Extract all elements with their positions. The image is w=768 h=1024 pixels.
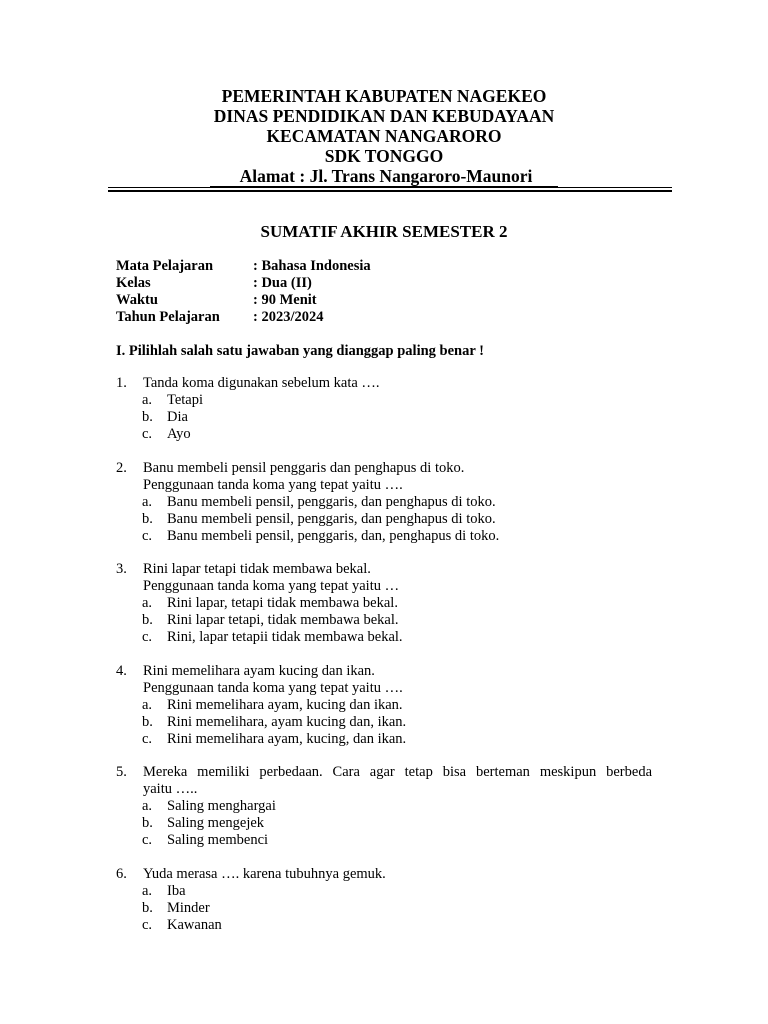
option-letter: c. xyxy=(142,629,153,645)
answer-option xyxy=(116,917,652,934)
question-text: Rini memelihara ayam kucing dan ikan. xyxy=(143,662,375,679)
district-name: KECAMATAN NANGARORO xyxy=(266,126,502,146)
exam-info xyxy=(116,258,371,326)
option-text: Dia xyxy=(167,409,188,425)
question-4 xyxy=(116,663,652,748)
answer-option xyxy=(116,883,652,900)
question-1 xyxy=(116,375,652,443)
info-row-time xyxy=(116,292,371,309)
info-value: : 2023/2024 xyxy=(253,309,324,325)
option-letter: a. xyxy=(142,798,153,814)
answer-option xyxy=(116,392,652,409)
info-row-class xyxy=(116,275,371,292)
question-list xyxy=(116,375,652,950)
exam-title: SUMATIF AKHIR SEMESTER 2 xyxy=(260,222,508,241)
letterhead-divider-thick xyxy=(108,190,672,192)
option-text: Rini memelihara, ayam kucing dan, ikan. xyxy=(167,713,407,730)
option-letter: b. xyxy=(142,713,153,730)
option-letter: b. xyxy=(142,815,153,831)
option-letter: c. xyxy=(142,916,153,933)
option-text: Rini lapar, tetapi tidak membawa bekal. xyxy=(167,595,398,611)
option-letter: a. xyxy=(142,882,153,899)
question-3 xyxy=(116,561,652,646)
answer-option xyxy=(116,697,652,714)
option-text: Ayo xyxy=(167,426,191,442)
option-text: Tetapi xyxy=(167,392,204,408)
info-value: : 90 Menit xyxy=(253,292,317,308)
question-number: 6. xyxy=(116,865,127,882)
question-prompt: Penggunaan tanda koma yang tepat yaitu …. xyxy=(143,476,403,493)
answer-option xyxy=(116,815,652,832)
answer-option xyxy=(116,426,652,443)
question-text: Tanda koma digunakan sebelum kata …. xyxy=(143,375,380,391)
answer-option xyxy=(116,494,652,511)
info-row-subject xyxy=(116,258,371,275)
answer-option xyxy=(116,832,652,849)
option-text: Rini, lapar tetapii tidak membawa bekal. xyxy=(167,629,403,645)
answer-option xyxy=(116,798,652,815)
option-text: Banu membeli pensil, penggaris, dan, penghapus di toko. xyxy=(167,527,500,544)
school-address: Alamat : Jl. Trans Nangaroro-Maunori xyxy=(210,167,559,187)
info-value: : Bahasa Indonesia xyxy=(253,258,371,274)
option-letter: c. xyxy=(142,527,153,544)
answer-option xyxy=(116,629,652,646)
option-text: Banu membeli pensil, penggaris, dan penghapus di toko. xyxy=(167,510,496,527)
info-label: Kelas xyxy=(116,275,151,291)
question-5 xyxy=(116,764,652,849)
option-text: Saling menghargai xyxy=(167,798,276,814)
option-text: Minder xyxy=(167,899,210,916)
answer-option xyxy=(116,731,652,748)
option-text: Saling membenci xyxy=(167,832,269,848)
question-number: 4. xyxy=(116,662,127,679)
option-letter: a. xyxy=(142,696,153,713)
school-name: SDK TONGGO xyxy=(324,146,444,166)
option-letter: c. xyxy=(142,730,153,747)
info-value: : Dua (II) xyxy=(253,275,312,291)
question-number: 1. xyxy=(116,375,127,391)
question-number: 3. xyxy=(116,561,127,577)
option-text: Rini lapar tetapi, tidak membawa bekal. xyxy=(167,612,399,628)
option-letter: a. xyxy=(142,595,153,611)
option-letter: c. xyxy=(142,832,153,848)
section-instruction: I. Pilihlah salah satu jawaban yang dianggap paling benar ! xyxy=(116,343,484,359)
info-label: Tahun Pelajaran xyxy=(116,309,220,325)
question-text: Banu membeli pensil penggaris dan penghapus di toko. xyxy=(143,459,465,476)
option-letter: b. xyxy=(142,510,153,527)
department-name: DINAS PENDIDIKAN DAN KEBUDAYAAN xyxy=(213,106,555,126)
option-letter: b. xyxy=(142,612,153,628)
letterhead xyxy=(0,86,768,187)
question-text: Mereka memiliki perbedaan. Cara agar tetap bisa berteman meskipun berbeda xyxy=(143,764,652,780)
question-6 xyxy=(116,866,652,934)
info-label: Waktu xyxy=(116,292,158,308)
letterhead-divider-thin xyxy=(108,187,672,188)
option-text: Banu membeli pensil, penggaris, dan penghapus di toko. xyxy=(167,493,496,510)
option-text: Rini memelihara ayam, kucing, dan ikan. xyxy=(167,730,407,747)
government-name: PEMERINTAH KABUPATEN NAGEKEO xyxy=(221,86,547,106)
option-text: Rini memelihara ayam, kucing dan ikan. xyxy=(167,696,403,713)
option-letter: b. xyxy=(142,409,153,425)
question-text: Rini lapar tetapi tidak membawa bekal. xyxy=(143,561,371,577)
option-text: Kawanan xyxy=(167,916,222,933)
question-prompt: Penggunaan tanda koma yang tepat yaitu …. xyxy=(143,679,403,696)
question-number: 2. xyxy=(116,459,127,476)
option-letter: a. xyxy=(142,493,153,510)
option-letter: b. xyxy=(142,899,153,916)
answer-option xyxy=(116,595,652,612)
question-text-continued: yaitu ….. xyxy=(143,781,198,797)
info-row-year xyxy=(116,309,371,326)
info-label: Mata Pelajaran xyxy=(116,258,214,274)
answer-option xyxy=(116,714,652,731)
question-number: 5. xyxy=(116,764,127,780)
answer-option xyxy=(116,409,652,426)
question-text: Yuda merasa …. karena tubuhnya gemuk. xyxy=(143,865,386,882)
option-letter: c. xyxy=(142,426,153,442)
question-prompt: Penggunaan tanda koma yang tepat yaitu … xyxy=(143,578,400,594)
answer-option xyxy=(116,900,652,917)
option-letter: a. xyxy=(142,392,153,408)
answer-option xyxy=(116,612,652,629)
option-text: Iba xyxy=(167,882,186,899)
option-text: Saling mengejek xyxy=(167,815,265,831)
question-2 xyxy=(116,460,652,545)
answer-option xyxy=(116,511,652,528)
answer-option xyxy=(116,528,652,545)
